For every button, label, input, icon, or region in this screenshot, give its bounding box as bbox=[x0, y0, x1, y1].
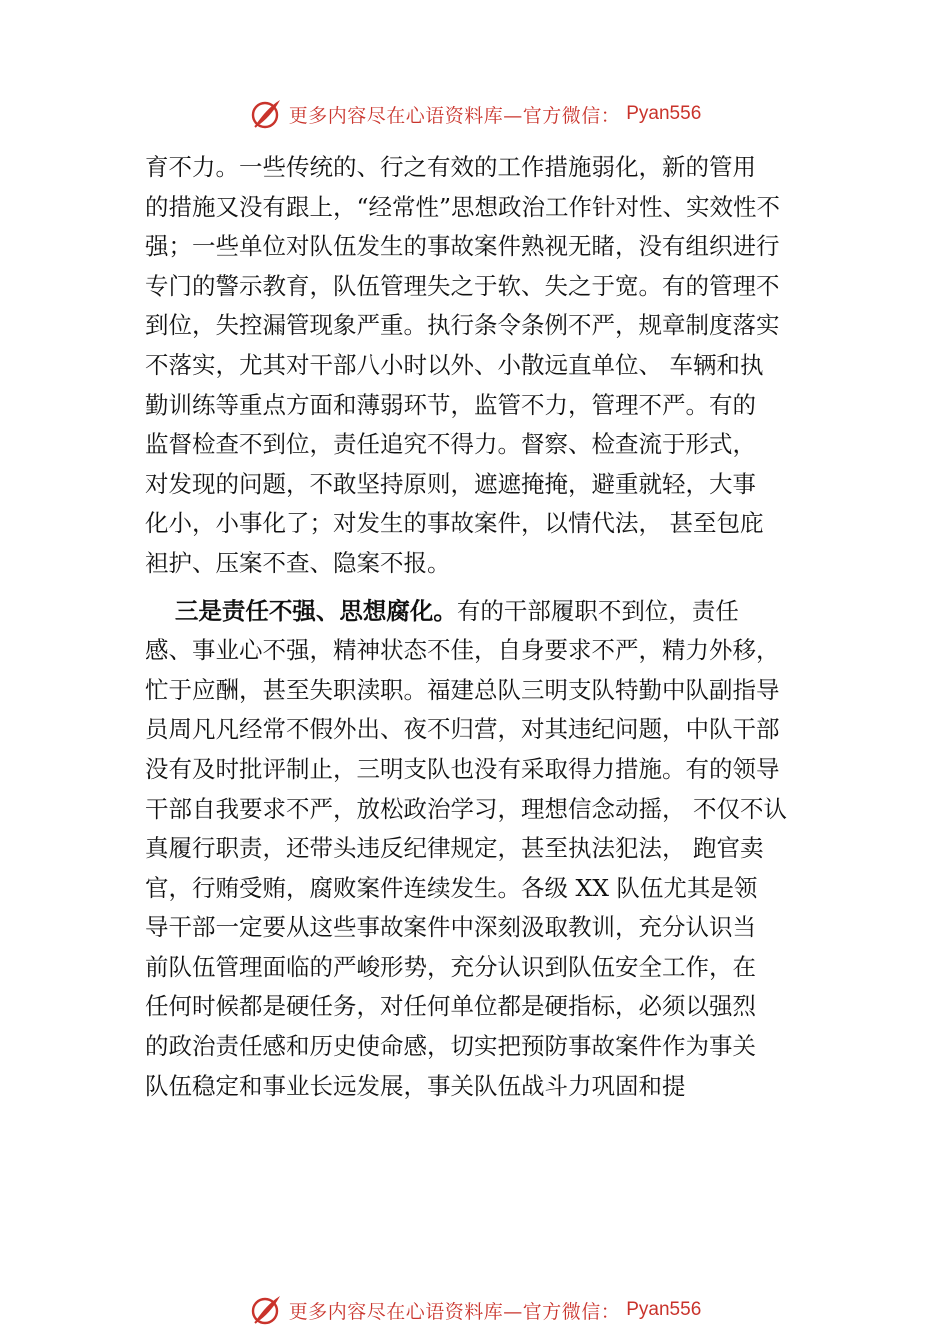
paragraph-2 bbox=[145, 592, 821, 1107]
watermark-account: Pyan556 bbox=[626, 103, 702, 124]
text-line: 忙于应酬，甚至失职渎职。福建总队三明支队特勤中队副指导 bbox=[145, 675, 780, 704]
text-line: 前队伍管理面临的严峻形势，充分认识到队伍安全工作，在 bbox=[145, 952, 756, 981]
text-line: 任何时候都是硬任务，对任何单位都是硬指标，必须以强烈 bbox=[145, 992, 756, 1021]
document-body bbox=[145, 148, 821, 1106]
text-line: 的措施又没有跟上，“经常性”思想政治工作针对性、实效性不 bbox=[145, 192, 781, 221]
text-line: 勤训练等重点方面和薄弱环节，监管不力，管理不严。有的 bbox=[145, 390, 756, 419]
text-span: 有的干部履职不到位，责任 bbox=[456, 596, 739, 625]
text-line: 感、事业心不强，精神状态不佳，自身要求不严，精力外移， bbox=[145, 636, 780, 665]
paragraph-lead: 三是责任不强、思想腐化。 bbox=[174, 596, 457, 625]
text-line: 专门的警示教育，队伍管理失之于软、失之于宽。有的管理不 bbox=[145, 271, 780, 300]
text-line: 没有及时批评制止，三明支队也没有采取得力措施。有的领导 bbox=[145, 754, 780, 783]
text-line: 育不力。一些传统的、行之有效的工作措施弱化，新的管用 bbox=[145, 153, 756, 181]
text-line bbox=[145, 592, 821, 632]
text-line: 不落实，尤其对干部八小时以外、小散远直单位、 车辆和执 bbox=[145, 350, 764, 379]
header-watermark bbox=[0, 94, 950, 134]
paragraph-1 bbox=[145, 148, 821, 584]
text-line: 导干部一定要从这些事故案件中深刻汲取教训，充分认识当 bbox=[145, 913, 756, 942]
footer-watermark bbox=[0, 1290, 950, 1330]
watermark-account: Pyan556 bbox=[626, 1299, 702, 1320]
text-line: 的政治责任感和历史使命感，切实把预防事故案件作为事关 bbox=[145, 1032, 756, 1061]
text-line: 对发现的问题，不敢坚持原则，遮遮掩掩，避重就轻，大事 bbox=[145, 469, 756, 498]
text-line: 官，行贿受贿，腐败案件连续发生。各级 XX 队伍尤其是领 bbox=[145, 873, 758, 902]
text-line: 强；一些单位对队伍发生的事故案件熟视无睹，没有组织进行 bbox=[145, 232, 780, 261]
watermark-text: 更多内容尽在心语资料库—官方微信： bbox=[288, 104, 621, 127]
text-line: 员周凡凡经常不假外出、夜不归营，对其违纪问题，中队干部 bbox=[145, 715, 780, 744]
text-line: 队伍稳定和事业长远发展，事关队伍战斗力巩固和提 bbox=[145, 1071, 686, 1100]
text-line: 监督检查不到位，责任追究不得力。督察、检查流于形式， bbox=[145, 430, 756, 459]
text-line: 袒护、压案不查、隐案不报。 bbox=[145, 548, 451, 577]
text-line: 到位，失控漏管现象严重。执行条令条例不严，规章制度落实 bbox=[145, 311, 780, 340]
text-line: 干部自我要求不严，放松政治学习，理想信念动摇， 不仅不认 bbox=[145, 794, 787, 823]
quill-logo-icon bbox=[249, 1293, 283, 1327]
quill-logo-icon bbox=[249, 97, 283, 131]
watermark-text: 更多内容尽在心语资料库—官方微信： bbox=[288, 1300, 621, 1323]
text-line: 真履行职责，还带头违反纪律规定，甚至执法犯法， 跑官卖 bbox=[145, 834, 764, 863]
text-line: 化小，小事化了；对发生的事故案件，以情代法， 甚至包庇 bbox=[145, 509, 764, 538]
